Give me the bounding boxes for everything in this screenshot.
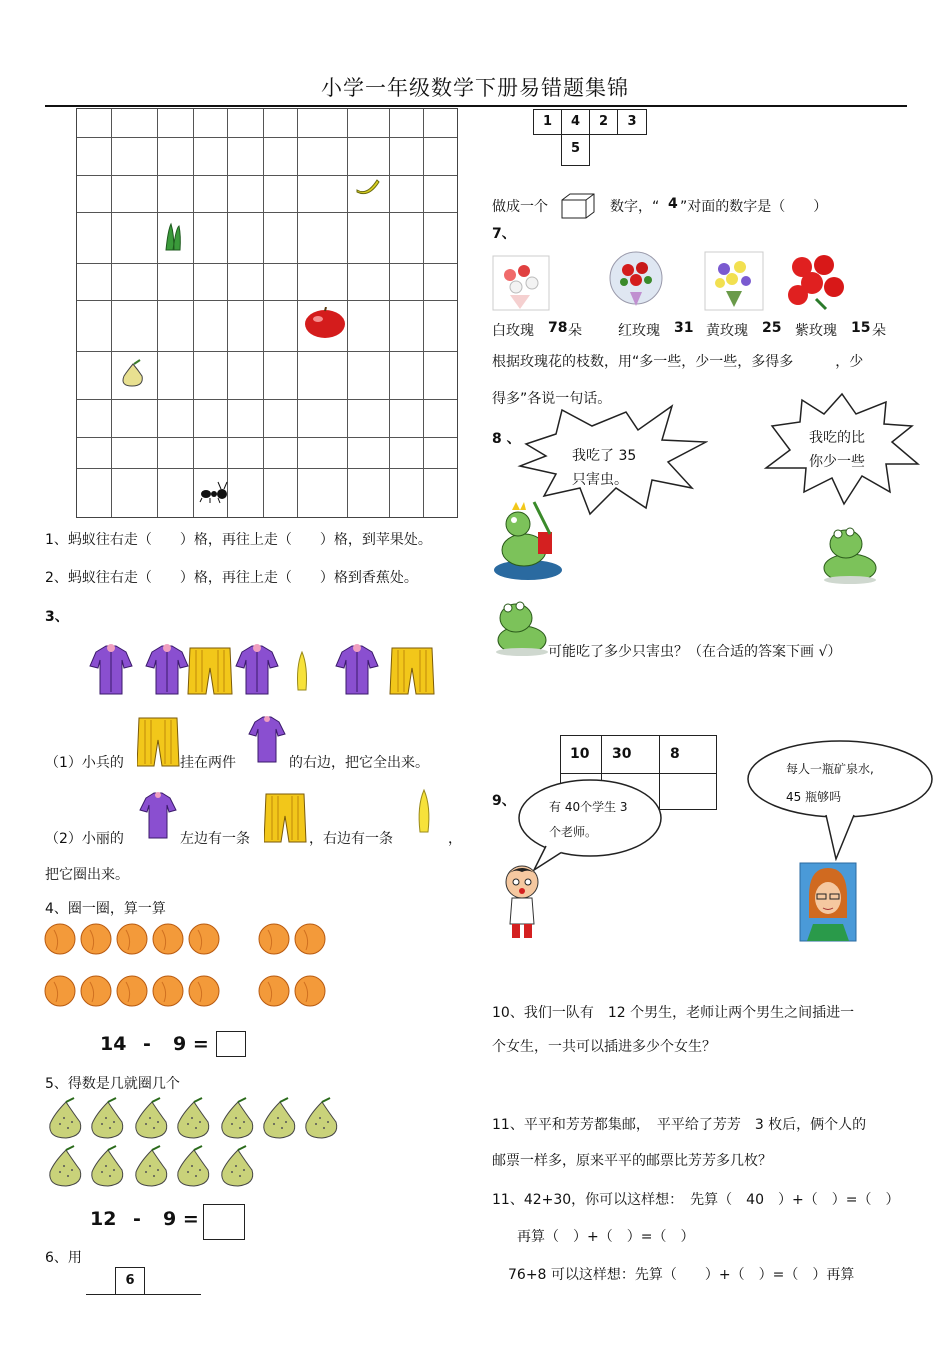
ant-icon: [198, 478, 228, 504]
question-11a-line2: 邮票一样多，原来平平的邮票比芳芳多几枚？: [492, 1153, 772, 1169]
q5-op: -: [133, 1208, 141, 1230]
corn-icon: [162, 220, 184, 252]
question-8-number: 8 、: [492, 431, 521, 447]
rose-yellow-count: 25: [762, 320, 782, 336]
rose-red-count: 31: [674, 320, 694, 336]
rose-white-count: 78: [548, 320, 568, 336]
peaches-group: [44, 920, 334, 1012]
yellow-rose-bouquet-icon: [704, 251, 764, 311]
frog-prince-icon: [492, 494, 564, 584]
pear-icon: [118, 358, 148, 388]
burst1-line2: 只害虫。: [572, 472, 628, 488]
speech-burst-2: [762, 392, 920, 506]
red-rose-bouquet-icon: [608, 250, 664, 310]
q6-line: [86, 1294, 201, 1295]
student-bubble-line1: 有 40个学生 3: [549, 800, 628, 814]
burst1-line1: 我吃了 35: [572, 448, 637, 464]
net-cell-2: 2: [589, 109, 618, 135]
question-5-label: 5、得数是几就圈几个: [45, 1076, 180, 1092]
q3-part2-e: 把它圈出来。: [45, 867, 129, 883]
cube-question-b: 数字，“: [610, 199, 660, 215]
net-cell-5: 5: [561, 134, 590, 166]
q3-part2-a: （2）小丽的: [45, 831, 124, 847]
rose-yellow-name: 黄玫瑰: [706, 323, 748, 339]
q5-expr-a: 12: [90, 1208, 117, 1230]
q4-expr-a: 14: [100, 1033, 127, 1055]
teacher-bubble-line2: 45 瓶够吗: [786, 790, 842, 804]
frog-icon: [492, 596, 548, 656]
burst2-line1: 我吃的比: [809, 430, 865, 446]
rose-white-name: 白玫瑰: [492, 323, 534, 339]
q9-option-10[interactable]: 10: [570, 746, 590, 762]
q3-part1-c: 的右边，把它全出来。: [289, 755, 429, 771]
pants-icon: [264, 792, 308, 844]
q3-part2-b: 左边有一条: [180, 831, 250, 847]
question-9-number: 9、: [492, 793, 516, 809]
banana-icon: [355, 176, 381, 196]
pears-group: [44, 1094, 354, 1188]
q7-text-1: 根据玫瑰花的枝数，用“多一些，少一些，多得多 ，少: [492, 354, 864, 370]
question-11b-line2: 再算（ ）+（ ）=（ ）: [517, 1229, 695, 1245]
q5-expr-b: 9 =: [163, 1208, 199, 1230]
q5-answer-box[interactable]: [203, 1204, 245, 1240]
coordinate-grid: [76, 108, 458, 518]
question-11a-line1: 11、平平和芳芳都集邮， 平平给了芳芳 3 枚后，俩个人的: [492, 1117, 867, 1133]
teacher-bubble-line1: 每人一瓶矿泉水,: [786, 762, 874, 776]
net-cell-4: 4: [561, 109, 590, 135]
q4-op: -: [143, 1033, 151, 1055]
title-rule: [45, 105, 907, 107]
question-2: 2、蚂蚁往右走（ ）格，再往上走（ ）格到香蕉处。: [45, 570, 418, 586]
white-rose-bouquet-icon: [492, 255, 550, 311]
q9-option-8[interactable]: 8: [670, 746, 680, 762]
cube-question-c: 4: [668, 196, 678, 212]
question-4-label: 4、圈一圈，算一算: [45, 901, 166, 917]
burst2-line2: 你少一些: [809, 454, 865, 470]
corn-icon: [414, 788, 436, 836]
net-cell-1: 1: [533, 109, 562, 135]
rose-purple-unit: 朵: [872, 323, 886, 339]
pants-icon: [137, 716, 181, 768]
question-11b-line1: 11、42+30，你可以这样想： 先算（ 40 ）+（ ）=（ ）: [492, 1192, 900, 1208]
question-6-label: 6、用: [45, 1250, 82, 1266]
question-10-line1: 10、我们一队有 12 个男生，老师让两个男生之间插进一: [492, 1005, 855, 1021]
purple-rose-bouquet-icon: [786, 253, 848, 311]
student-bubble-line2: 个老师。: [549, 825, 598, 839]
cube-icon: [560, 192, 596, 220]
shirt-icon: [247, 714, 287, 766]
q8-question: 可能吃了多少只害虫？（在合适的答案下画 √）: [548, 644, 842, 660]
question-10-line2: 个女生，一共可以插进多少个女生？: [492, 1039, 716, 1055]
page-title: 小学一年级数学下册易错题集锦: [321, 76, 629, 100]
rose-purple-count: 15: [851, 320, 871, 336]
cube-question-a: 做成一个: [492, 199, 548, 215]
q3-part1-b: 挂在两件: [180, 755, 236, 771]
q3-part1-a: （1）小兵的: [45, 755, 124, 771]
clothes-row: [86, 640, 446, 698]
q7-text-2: 得多”各说一句话。: [492, 391, 612, 407]
q4-answer-box[interactable]: [216, 1031, 246, 1057]
student-boy-icon: [494, 862, 550, 942]
rose-purple-name: 紫玫瑰: [795, 323, 837, 339]
q6-cell: 6: [115, 1267, 145, 1295]
q3-part2-c: ，右边有一条: [309, 831, 393, 847]
q3-part2-d: ，: [448, 831, 462, 847]
rose-red-name: 红玫瑰: [618, 323, 660, 339]
net-cell-3: 3: [617, 109, 647, 135]
rose-white-unit: 朵: [568, 323, 582, 339]
frog-icon: [820, 522, 878, 584]
teacher-icon: [799, 862, 857, 942]
q9-option-30[interactable]: 30: [612, 746, 632, 762]
shirt-icon: [138, 790, 178, 842]
question-7-number: 7、: [492, 226, 516, 242]
q4-expr-b: 9 =: [173, 1033, 209, 1055]
cube-question-d: ”对面的数字是（ ）: [680, 199, 828, 215]
question-11b-line3: 76+8 可以这样想：先算（ ）+（ ）=（ ）再算: [508, 1267, 855, 1283]
question-1: 1、蚂蚁往右走（ ）格，再往上走（ ）格，到苹果处。: [45, 532, 432, 548]
question-3-number: 3、: [45, 609, 69, 625]
apple-icon: [304, 307, 346, 339]
